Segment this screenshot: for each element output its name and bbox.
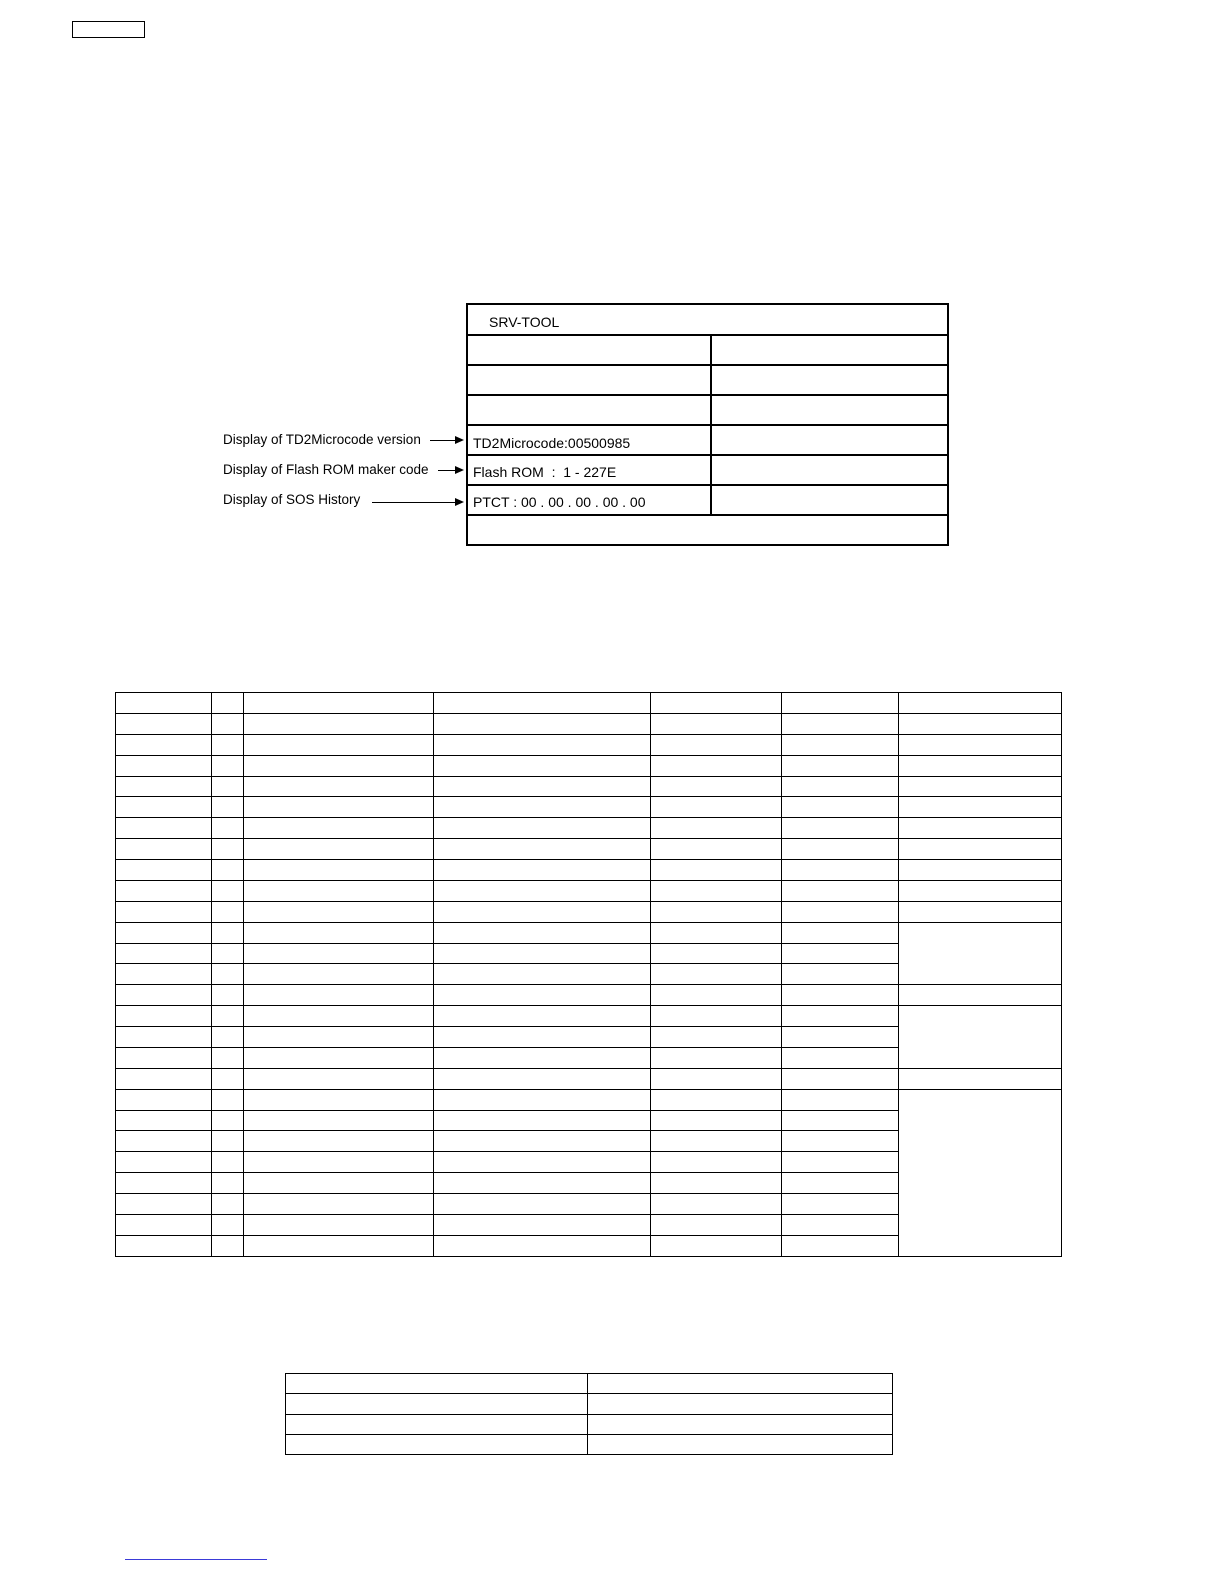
srv-tool-rule (466, 454, 949, 456)
arrow-line (430, 440, 455, 441)
table-row (116, 839, 1062, 860)
srv-tool-rule (466, 484, 949, 486)
main-table (115, 692, 1062, 1257)
page-badge (72, 21, 145, 38)
table-row (116, 693, 1062, 714)
table-row (286, 1414, 893, 1434)
table-row (116, 1089, 1062, 1110)
annotation-td2-microcode: Display of TD2Microcode version (223, 432, 421, 447)
table-row (286, 1394, 893, 1414)
ptct-value: PTCT : 00 . 00 . 00 . 00 . 00 (473, 494, 646, 510)
table-row (116, 860, 1062, 881)
annotation-flash-rom: Display of Flash ROM maker code (223, 462, 429, 477)
table-row (116, 1006, 1062, 1027)
table-row (116, 880, 1062, 901)
srv-tool-rule (466, 394, 949, 396)
srv-tool-rule (466, 514, 949, 516)
table-row (116, 776, 1062, 797)
srv-tool-divider (710, 334, 712, 515)
footer-link[interactable] (125, 1546, 267, 1560)
srv-tool-rule (466, 364, 949, 366)
table-row (116, 922, 1062, 943)
srv-tool-rule (466, 424, 949, 426)
arrow-right-icon (455, 466, 464, 474)
table-row (116, 734, 1062, 755)
table-row (116, 1068, 1062, 1089)
arrow-line (372, 502, 455, 503)
srv-tool-rule (466, 334, 949, 336)
table-row (116, 713, 1062, 734)
table-row (116, 755, 1062, 776)
arrow-right-icon (455, 498, 464, 506)
flash-rom-value: Flash ROM : 1 - 227E (473, 464, 617, 480)
table-row (116, 818, 1062, 839)
srv-tool-title: SRV-TOOL (489, 314, 560, 330)
arrow-right-icon (455, 436, 464, 444)
table-row (286, 1434, 893, 1454)
table-row (116, 797, 1062, 818)
annotation-sos-history: Display of SOS History (223, 492, 361, 507)
arrow-line (438, 470, 455, 471)
table-row (116, 901, 1062, 922)
table-row (116, 985, 1062, 1006)
td2-microcode-value: TD2Microcode:00500985 (473, 435, 631, 451)
table-row (286, 1374, 893, 1394)
small-table (285, 1373, 893, 1455)
